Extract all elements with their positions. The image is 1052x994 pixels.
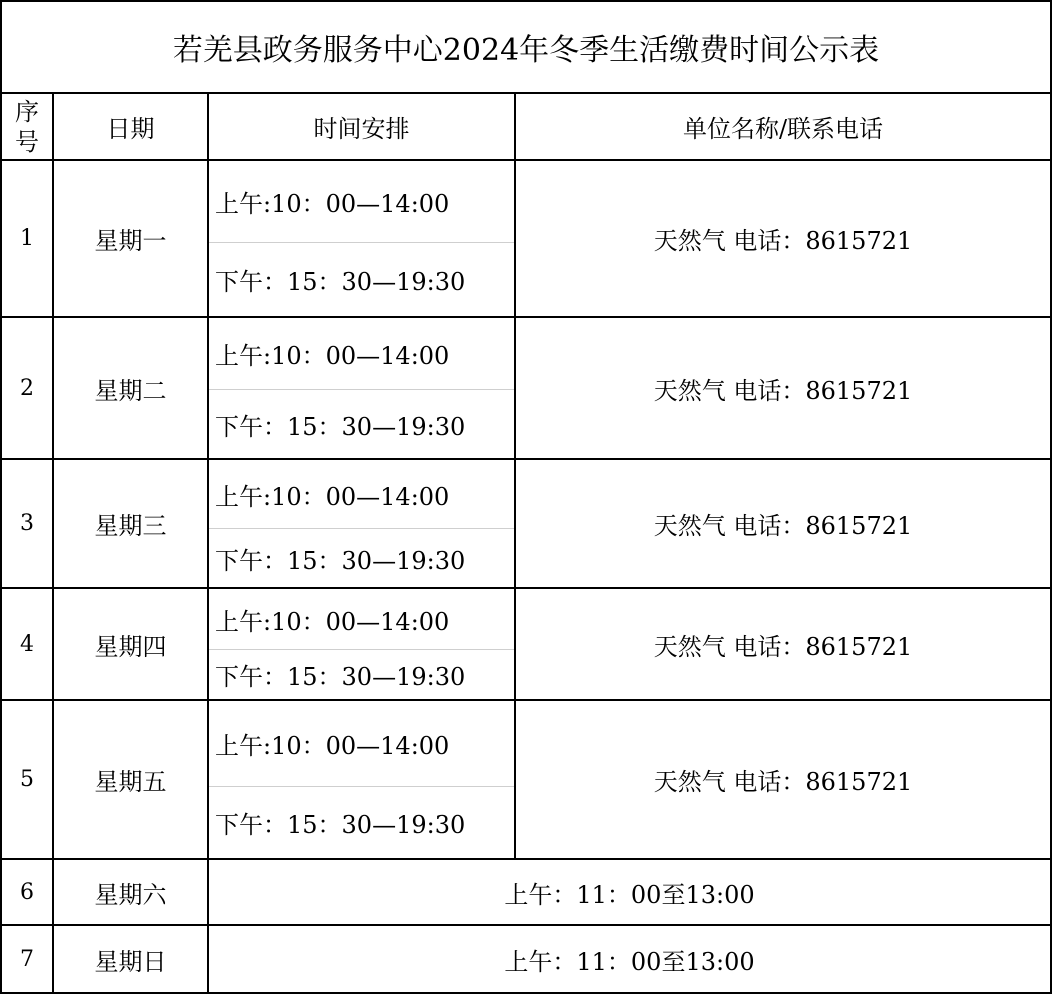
row-morning-time: 上午:10：00—14:00 — [215, 190, 450, 218]
row-morning-time: 上午:10：00—14:00 — [215, 732, 450, 760]
row-afternoon-time: 下午：15：30—19:30 — [215, 546, 466, 575]
row-date: 星期日 — [94, 947, 167, 976]
row-date: 星期五 — [94, 768, 167, 796]
row-date: 星期六 — [94, 880, 167, 909]
row-index: 5 — [20, 767, 34, 792]
row-index: 4 — [20, 631, 34, 657]
row-date: 星期一 — [94, 227, 167, 255]
row-morning-time: 上午:10：00—14:00 — [215, 482, 450, 511]
row-index: 2 — [20, 375, 34, 401]
row-afternoon-time: 下午：15：30—19:30 — [215, 663, 466, 691]
row-unit-contact: 天然气 电话：8615721 — [653, 768, 913, 796]
row-date: 星期二 — [94, 376, 167, 405]
header-index — [2, 94, 52, 159]
header-schedule: 时间安排 — [313, 115, 410, 143]
row-weekend-time: 上午：11：00至13:00 — [504, 947, 755, 976]
row-afternoon-time: 下午：15：30—19:30 — [215, 268, 466, 296]
row-date: 星期四 — [94, 632, 167, 661]
row-index: 3 — [20, 511, 34, 536]
header-date: 日期 — [106, 115, 155, 143]
header-index-line1: 序 — [15, 97, 39, 126]
row-unit-contact: 天然气 电话：8615721 — [653, 376, 913, 405]
row-afternoon-time: 下午：15：30—19:30 — [215, 412, 466, 441]
header-unit: 单位名称/联系电话 — [682, 115, 884, 143]
row-morning-time: 上午:10：00—14:00 — [215, 342, 450, 370]
header-index-line2: 号 — [15, 127, 39, 156]
row-morning-time: 上午:10：00—14:00 — [215, 607, 450, 636]
row-afternoon-time: 下午：15：30—19:30 — [215, 811, 466, 839]
row-index: 7 — [20, 946, 34, 972]
row-unit-contact: 天然气 电话：8615721 — [653, 227, 913, 255]
row-unit-contact: 天然气 电话：8615721 — [653, 512, 913, 540]
page-title: 若羌县政务服务中心2024年冬季生活缴费时间公示表 — [172, 33, 880, 68]
row-date: 星期三 — [94, 512, 167, 540]
row-index: 1 — [20, 226, 34, 251]
row-weekend-time: 上午：11：00至13:00 — [504, 880, 755, 909]
row-index: 6 — [20, 879, 34, 905]
row-unit-contact: 天然气 电话：8615721 — [653, 632, 913, 661]
